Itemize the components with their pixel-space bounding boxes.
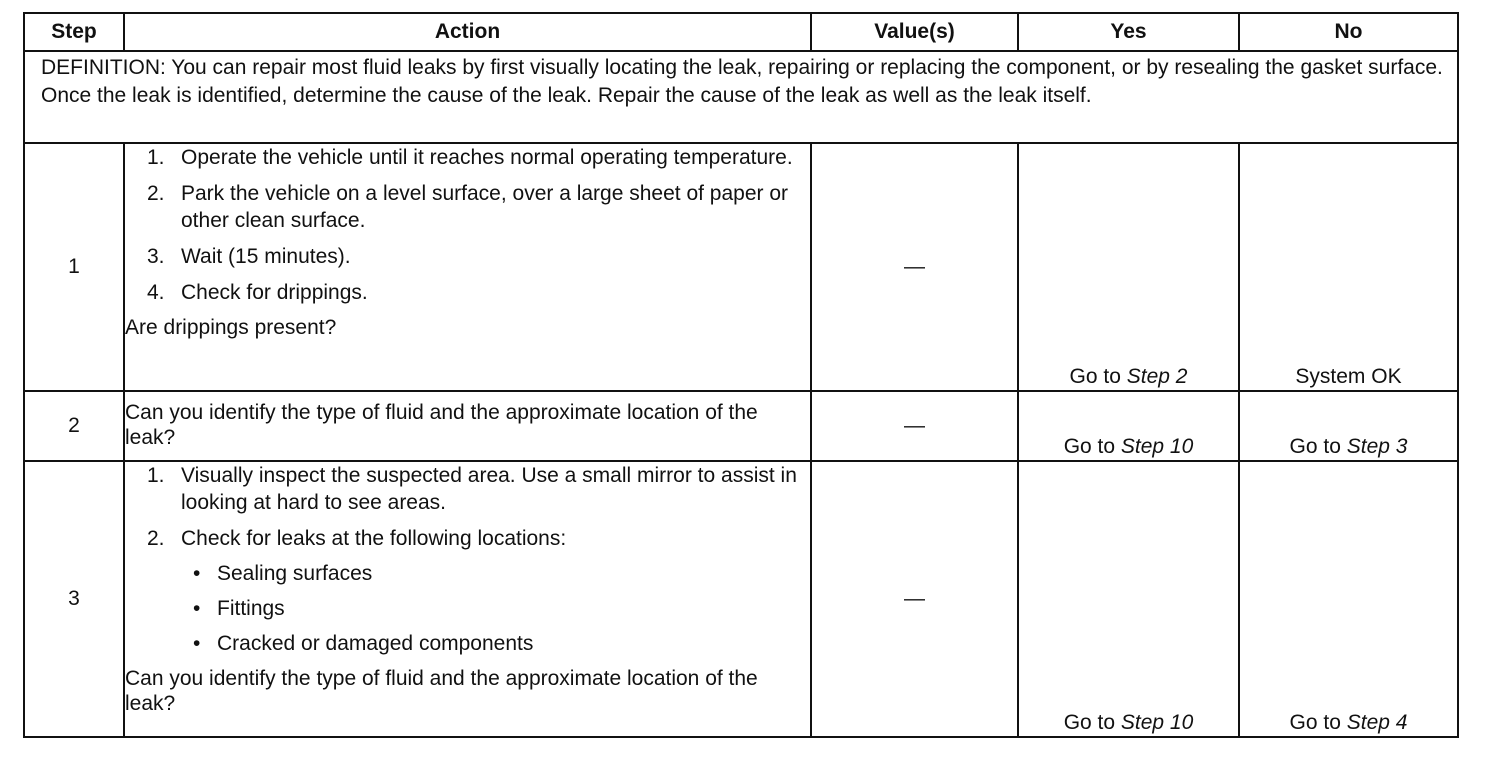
table-row xyxy=(24,143,1458,391)
no-cell xyxy=(1239,461,1458,737)
substep-item xyxy=(125,462,810,516)
substep-item xyxy=(125,525,810,657)
substep-item xyxy=(125,243,810,270)
value-cell: — xyxy=(811,391,1018,461)
yes-step-link: Step 2 xyxy=(1126,365,1188,388)
substep-number: 2. xyxy=(147,182,165,205)
definition-text: DEFINITION: You can repair most fluid leaks by first visually locating the leak, repairing or replacing the component, or by resealing the gasket surface. Once the leak is identified, determine the cause of the leak. Repair the cause of the leak as well as the leak itself. xyxy=(24,51,1458,143)
substep-item xyxy=(125,144,810,171)
action-cell xyxy=(124,143,811,391)
substep-text: Check for drippings. xyxy=(181,281,368,304)
step-question: Can you identify the type of fluid and the approximate location of the leak? xyxy=(125,401,758,449)
substep-text: Check for leaks at the following locations: xyxy=(181,527,567,550)
bullet-icon: • xyxy=(193,597,201,620)
no-step-link: Step 4 xyxy=(1346,711,1408,734)
substep-number: 2. xyxy=(147,527,165,550)
step-question: Can you identify the type of fluid and the approximate location of the leak? xyxy=(125,667,758,715)
value-cell: — xyxy=(811,143,1018,391)
diagnostic-table-container xyxy=(23,12,1457,738)
header-action: Action xyxy=(124,13,811,51)
bullet-item xyxy=(181,560,810,587)
substep-text: Operate the vehicle until it reaches normal operating temperature. xyxy=(181,146,793,169)
yes-prefix: Go to xyxy=(1063,435,1121,458)
table-row xyxy=(24,391,1458,461)
table-row xyxy=(24,461,1458,737)
bullet-icon: • xyxy=(193,562,201,585)
yes-prefix: Go to xyxy=(1069,365,1127,388)
header-values: Value(s) xyxy=(811,13,1018,51)
substep-text: Park the vehicle on a level surface, over a large sheet of paper or other clean surface. xyxy=(181,182,789,232)
substep-text: Visually inspect the suspected area. Use a small mirror to assist in looking at hard to see areas. xyxy=(181,464,797,514)
substep-number: 3. xyxy=(147,245,165,268)
substep-number: 4. xyxy=(147,281,165,304)
yes-prefix: Go to xyxy=(1063,711,1121,734)
header-step: Step xyxy=(24,13,124,51)
substep-item xyxy=(125,180,810,234)
substep-list xyxy=(125,462,810,657)
substep-list xyxy=(125,144,810,306)
action-cell xyxy=(124,391,811,461)
step-number: 2 xyxy=(24,391,124,461)
definition-row xyxy=(24,51,1458,143)
substep-item xyxy=(125,279,810,306)
substep-number: 1. xyxy=(147,464,165,487)
step-question: Are drippings present? xyxy=(125,316,337,339)
value-cell: — xyxy=(811,461,1018,737)
diagnostic-table xyxy=(23,12,1459,738)
yes-cell xyxy=(1018,143,1239,391)
header-no: No xyxy=(1239,13,1458,51)
bullet-text: Fittings xyxy=(217,597,285,620)
no-cell: System OK xyxy=(1239,143,1458,391)
bullet-icon: • xyxy=(193,632,201,655)
yes-cell xyxy=(1018,461,1239,737)
header-row xyxy=(24,13,1458,51)
no-prefix: Go to xyxy=(1289,711,1347,734)
no-step-link: Step 3 xyxy=(1346,435,1408,458)
location-bullet-list xyxy=(125,560,810,657)
action-cell xyxy=(124,461,811,737)
yes-cell xyxy=(1018,391,1239,461)
substep-text: Wait (15 minutes). xyxy=(181,245,351,268)
no-prefix: Go to xyxy=(1289,435,1347,458)
bullet-item xyxy=(181,630,810,657)
substep-number: 1. xyxy=(147,146,165,169)
step-number: 3 xyxy=(24,461,124,737)
bullet-item xyxy=(181,595,810,622)
header-yes: Yes xyxy=(1018,13,1239,51)
yes-step-link: Step 10 xyxy=(1120,435,1194,458)
yes-step-link: Step 10 xyxy=(1120,711,1194,734)
bullet-text: Sealing surfaces xyxy=(217,562,373,585)
bullet-text: Cracked or damaged components xyxy=(217,632,534,655)
step-number: 1 xyxy=(24,143,124,391)
no-cell xyxy=(1239,391,1458,461)
